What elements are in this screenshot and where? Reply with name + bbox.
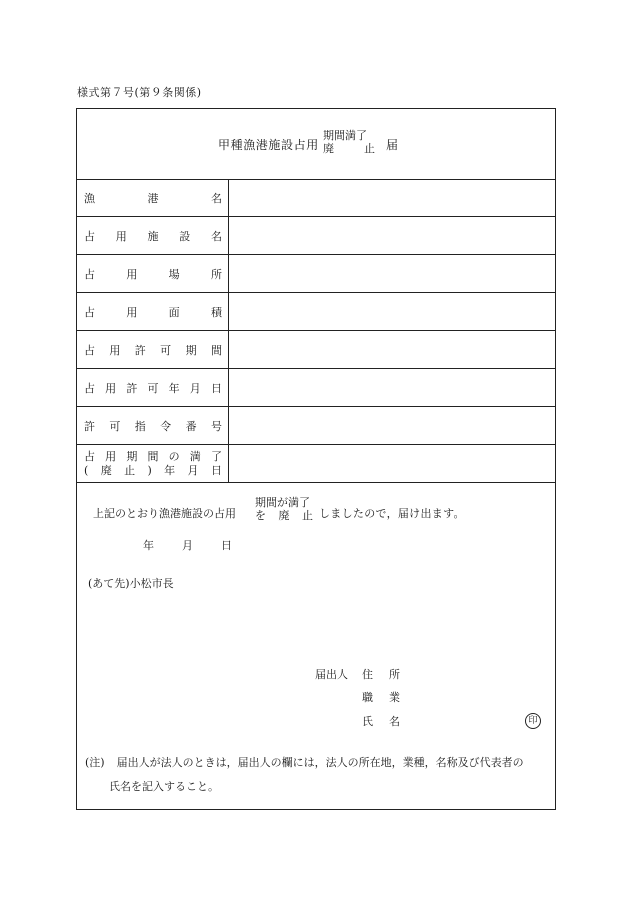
form-number-label: 様式第７号(第９条関係) xyxy=(77,86,202,99)
field-label: 占 用 場 所 xyxy=(77,255,229,292)
date-day: 日 xyxy=(221,539,232,552)
field-value-permit-order-number[interactable] xyxy=(229,407,555,444)
field-value-fishing-port-name[interactable] xyxy=(229,179,555,216)
field-value-facility-name[interactable] xyxy=(229,217,555,254)
title-suffix: 届 xyxy=(386,138,399,152)
applicant-name-label: 氏 名 xyxy=(362,715,400,728)
field-label: 占 用 許 可 期 間 xyxy=(77,331,229,368)
form-title xyxy=(77,109,555,180)
field-value-permit-period[interactable] xyxy=(229,331,555,368)
applicant-address-label: 住 所 xyxy=(362,668,400,681)
addressee: (あて先)小松市長 xyxy=(88,577,174,590)
title-option-abolition: 廃 止 xyxy=(323,142,375,155)
field-label: 許 可 指 令 番 号 xyxy=(77,407,229,444)
applicant-heading: 届出人 xyxy=(315,668,348,681)
note-marker: (注) xyxy=(85,756,105,769)
field-row-permit-order-number xyxy=(77,407,555,445)
statement-suffix: しましたので，届け出ます。 xyxy=(319,507,465,520)
field-label: 占 用 期 間 の 満 了 ( 廃 止 ) 年 月 日 xyxy=(77,445,229,482)
note-line1: 届出人が法人のときは，届出人の欄には，法人の所在地，業種，名称及び代表者の xyxy=(116,756,524,769)
field-label: 占 用 施 設 名 xyxy=(77,217,229,254)
field-row-expiry-date xyxy=(77,445,555,483)
field-row-permit-period xyxy=(77,331,555,369)
field-row-facility-name xyxy=(77,217,555,255)
title-option-stack xyxy=(323,129,375,155)
applicant-occupation-label: 職 業 xyxy=(362,691,400,704)
form-fields-table xyxy=(77,179,555,483)
title-option-expiry: 期間満了 xyxy=(323,129,367,142)
statement-option-stack: 期間が満了 を 廃 止 xyxy=(255,496,313,522)
field-row-occupancy-location xyxy=(77,255,555,293)
title-main: 甲種漁港施設占用 xyxy=(218,138,319,152)
field-label: 占 用 許 可 年 月 日 xyxy=(77,369,229,406)
field-label: 漁 港 名 xyxy=(77,179,229,216)
field-value-expiry-date[interactable] xyxy=(229,445,555,482)
field-value-occupancy-location[interactable] xyxy=(229,255,555,292)
date-month: 月 xyxy=(182,539,193,552)
notification-form xyxy=(76,108,556,810)
footnote xyxy=(85,751,551,799)
field-row-permit-date xyxy=(77,369,555,407)
submission-date xyxy=(143,537,232,553)
field-row-fishing-port-name xyxy=(77,179,555,217)
field-value-permit-date[interactable] xyxy=(229,369,555,406)
field-label: 占 用 面 積 xyxy=(77,293,229,330)
date-year: 年 xyxy=(143,539,154,552)
field-value-occupancy-area[interactable] xyxy=(229,293,555,330)
note-line2: 氏名を記入すること。 xyxy=(109,780,219,793)
field-row-occupancy-area xyxy=(77,293,555,331)
seal-mark-icon: 印 xyxy=(525,713,541,729)
statement-prefix: 上記のとおり漁港施設の占用 xyxy=(93,507,236,520)
